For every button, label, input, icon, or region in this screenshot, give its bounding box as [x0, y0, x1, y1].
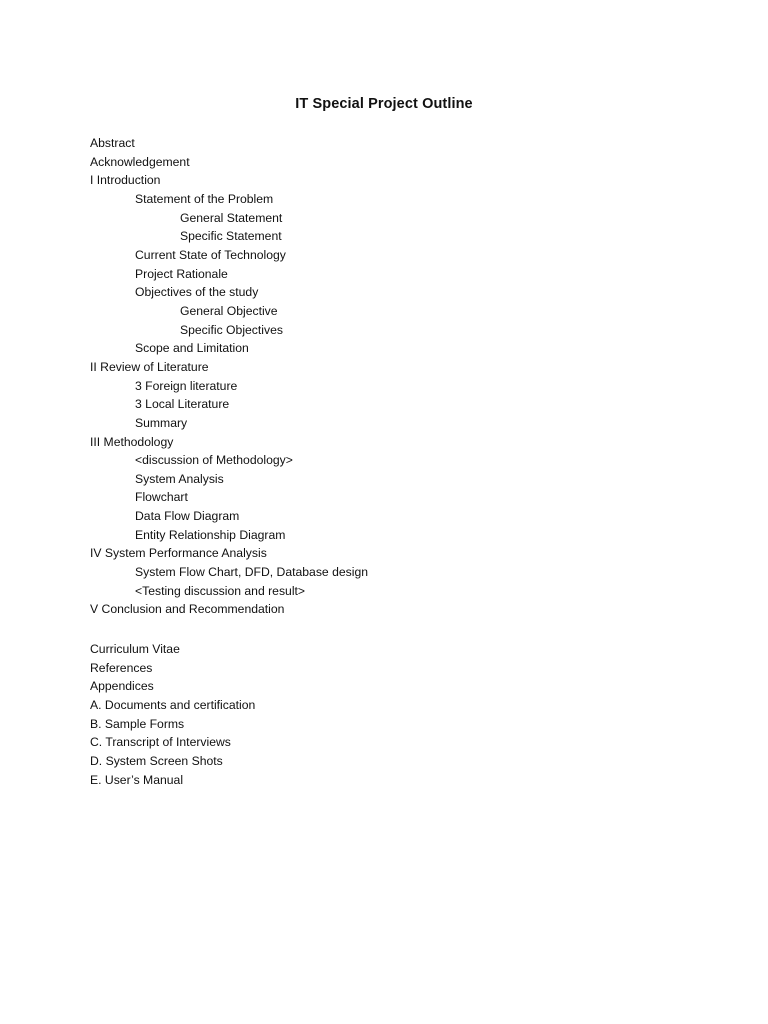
back-matter-item: E. User’s Manual: [90, 772, 184, 787]
outline-item: Scope and Limitation: [135, 341, 249, 356]
outline-item: Flowchart: [135, 490, 188, 505]
outline-item: System Flow Chart, DFD, Database design: [135, 565, 369, 580]
outline-item: Specific Objectives: [180, 322, 283, 337]
outline-item: I Introduction: [90, 173, 161, 188]
back-matter-item: A. Documents and certification: [90, 697, 256, 712]
back-matter-item: Appendices: [90, 679, 154, 694]
outline-item: II Review of Literature: [90, 359, 209, 374]
outline-item: General Statement: [180, 210, 283, 225]
outline-item: Statement of the Problem: [135, 191, 274, 206]
outline-item: Acknowledgement: [90, 154, 190, 169]
outline-item: Abstract: [90, 136, 135, 150]
outline-item: <Testing discussion and result>: [135, 583, 306, 598]
back-matter-item: B. Sample Forms: [90, 716, 185, 731]
back-matter-item: D. System Screen Shots: [90, 753, 223, 768]
outline-item: III Methodology: [90, 434, 174, 449]
outline-item: 3 Foreign literature: [135, 378, 238, 393]
outline-item: Data Flow Diagram: [135, 509, 240, 524]
outline-item: Objectives of the study: [135, 285, 259, 300]
outline-item: 3 Local Literature: [135, 397, 230, 412]
back-matter-list: [90, 640, 255, 789]
document-title: IT Special Project Outline: [295, 96, 473, 112]
back-matter-item: References: [90, 660, 153, 675]
outline-item: General Objective: [180, 303, 278, 318]
outline-item: Summary: [135, 415, 188, 430]
back-matter-item: C. Transcript of Interviews: [90, 735, 231, 750]
outline-item: <discussion of Methodology>: [135, 453, 293, 468]
outline-item: IV System Performance Analysis: [90, 546, 267, 561]
outline-item: Current State of Technology: [135, 247, 286, 262]
outline-item: System Analysis: [135, 471, 224, 486]
outline-item: Project Rationale: [135, 266, 228, 281]
back-matter-item: Curriculum Vitae: [90, 642, 180, 656]
outline-item: Entity Relationship Diagram: [135, 527, 286, 542]
outline-item: Specific Statement: [180, 229, 282, 244]
outline-list: [90, 134, 368, 619]
outline-item: V Conclusion and Recommendation: [90, 602, 285, 617]
